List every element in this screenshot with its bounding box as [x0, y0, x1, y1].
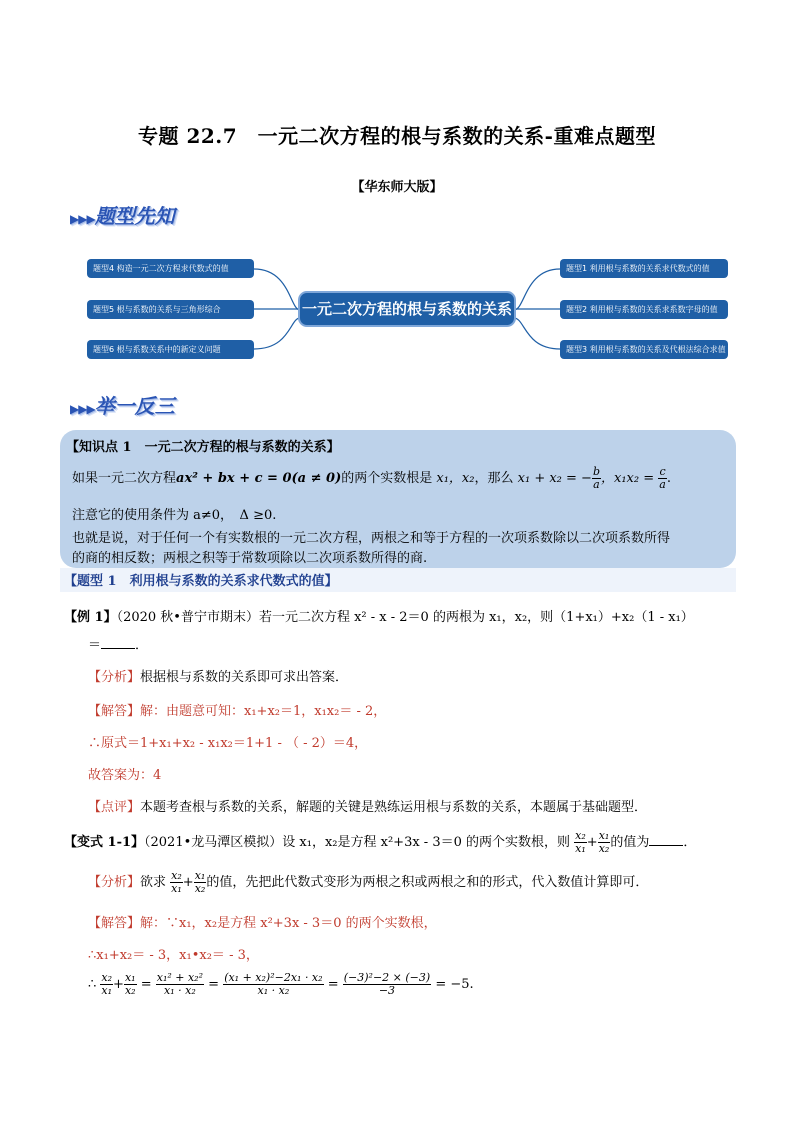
variant11-question: 【变式 1-1】（2021•龙马潭区模拟）设 x₁，x₂是方程 x²+3x - 3＝0 的两个实数根，则 $\frac{\text{x₂}}{\text{x₁}}$ + $\frac{\text{x₁}}{\text{x₂}}$ 的值为 ． — [64, 829, 697, 855]
mindmap-node-type5: 题型5 根与系数的关系与三角形综合 — [87, 300, 254, 319]
knowledge-title: 【知识点 1 一元二次方程的根与系数的关系】 — [66, 440, 340, 455]
period: . — [666, 471, 671, 486]
example1-step2: ∴原式＝1+x₁+x₂ - x₁x₂＝1+1 - （ - 2）＝4， — [88, 736, 368, 751]
banner-text: 举一反三 — [94, 394, 175, 418]
connector-right-1 — [514, 269, 560, 310]
edition-label: 【华东师大版】 — [351, 180, 443, 195]
fraction-x2-over-x1: $\frac{\text{x₂}}{\text{x₁}}$ — [575, 829, 586, 855]
fraction-b-over-a: $\frac{b}{a}$ — [592, 465, 600, 491]
mindmap-node-type2: 题型2 利用根与系数的关系求系数字母的值 — [560, 300, 728, 319]
triple-arrow-icon: ▶▶▶ — [70, 402, 95, 416]
fraction-expanded: $\frac{\text{(x₁ + x₂)²−2x₁ · x₂}}{\text{x₁ · x₂}}$ — [224, 971, 323, 997]
type1-heading: 【题型 1 利用根与系数的关系求代数式的值】 — [64, 574, 338, 589]
banner-text: 题型先知 — [94, 204, 175, 228]
equals: ＝ — [88, 638, 102, 653]
final-result: = −5. — [435, 977, 474, 992]
analysis-text: 根据根与系数的关系即可求出答案． — [140, 670, 349, 685]
text: ，那么 — [474, 471, 514, 486]
fraction-x1-over-x2: $\frac{\text{x₁}}{\text{x₂}}$ — [124, 971, 136, 997]
mindmap-node-type6: 题型6 根与系数关系中的新定义问题 — [87, 340, 254, 359]
banner-practice — [70, 390, 175, 419]
triple-arrow-icon: ▶▶▶ — [70, 212, 95, 226]
analysis-text-end: 的值，先把此代数式变形为两根之积或两根之和的形式，代入数值计算即可． — [206, 875, 649, 890]
solution-tag: 【解答】 — [88, 704, 141, 719]
knowledge-line-2: 注意它的使用条件为 a≠0， Δ ≥0. — [72, 508, 277, 523]
fraction-sum-of-squares: $\frac{\text{x₁² + x₂²}}{\text{x₁ · x₂}}$ — [156, 971, 204, 997]
answer-blank — [101, 648, 135, 649]
source: （2021•龙马潭区模拟） — [144, 835, 283, 850]
example1-comment — [88, 796, 647, 815]
fraction-x1-over-x2: $\frac{\text{x₁}}{\text{x₂}}$ — [598, 829, 610, 855]
analysis-tag: 【分析】 — [88, 670, 141, 685]
knowledge-line-3: 也就是说，对于任何一个有实数根的一元二次方程，两根之和等于方程的一次项系数除以二次项系数所得 — [72, 531, 671, 546]
example-label: 【例 1】 — [64, 610, 117, 625]
mindmap-node-type4: 题型4 构造一元二次方程求代数式的值 — [87, 259, 254, 278]
connector-left-3 — [254, 318, 300, 349]
example1-solution — [88, 700, 386, 719]
fraction-substituted: $\frac{\text{(−3)²−2 × (−3)}}{-3}$ — [343, 971, 431, 997]
variant11-step2: ∴x₁+x₂＝ - 3，x₁•x₂＝ - 3， — [88, 948, 259, 963]
analysis-text: 欲求 — [140, 875, 167, 890]
page-title: 专题 22.7 一元二次方程的根与系数的关系-重难点题型 — [138, 124, 656, 148]
example1-step3: 故答案为：4 — [88, 768, 162, 783]
question-text-end: 的值为 — [610, 835, 650, 850]
fraction-c-over-a: $\frac{c}{a}$ — [659, 465, 666, 491]
connector-right-3 — [514, 318, 560, 349]
connector-left-1 — [254, 269, 300, 310]
fraction-x2-over-x1: $\frac{\text{x₂}}{\text{x₁}}$ — [101, 971, 113, 997]
therefore-symbol: ∴ — [88, 977, 97, 992]
mindmap-center-node: 一元二次方程的根与系数的关系 — [298, 291, 516, 327]
variant11-analysis: 【分析】欲求 $\frac{\text{x₂}}{\text{x₁}}$ + $\frac{\text{x₁}}{\text{x₂}}$ 的值，先把此代数式变形为两根之积或两根之和的形式，代入数值计算即可． — [88, 869, 649, 895]
fraction-x1-over-x2: $\frac{\text{x₁}}{\text{x₂}}$ — [194, 869, 206, 895]
question-text: 设 x₁，x₂是方程 x²+3x - 3＝0 的两个实数根，则 — [282, 835, 571, 850]
product-formula: ，x₁x₂ = — [600, 471, 655, 486]
example1-answer-line: ＝ ． — [88, 638, 149, 653]
variant11-final-computation: ∴ $\frac{\text{x₂}}{\text{x₁}}$ + $\frac{\text{x₁}}{\text{x₂}}$ = $\frac{\text{x₁² + x₂²}}{\text{x₁ · x₂}}$ = $\frac{\text{(x₁ + x₂)²−2x₁ · x₂}}{\text{x₁ · x₂}}$ = $\frac{\text{(−3)²−2 × (−3)}}{-3}$ = −5. — [88, 971, 474, 997]
quadratic-equation: ax² + bx + c = 0(a ≠ 0) — [176, 471, 342, 486]
example1-question — [64, 606, 694, 625]
fraction-x2-over-x1: $\frac{\text{x₂}}{\text{x₁}}$ — [171, 869, 182, 895]
answer-blank — [649, 845, 683, 846]
knowledge-line-4: 的商的相反数；两根之积等于常数项除以二次项系数所得的商. — [72, 551, 428, 566]
solution-text: 解：∵x₁，x₂是方程 x²+3x - 3＝0 的两个实数根， — [140, 916, 437, 931]
mindmap-node-type1: 题型1 利用根与系数的关系求代数式的值 — [560, 259, 728, 278]
text: 的两个实数根是 — [341, 471, 433, 486]
comment-text: 本题考查根与系数的关系，解题的关键是熟练运用根与系数的关系，本题属于基础题型． — [140, 800, 648, 815]
variant-label: 【变式 1-1】 — [64, 835, 145, 850]
analysis-tag: 【分析】 — [88, 875, 141, 890]
question-text: 若一元二次方程 x² - x - 2＝0 的两根为 x₁，x₂，则（1+x₁）+x₂（1 - x₁） — [258, 610, 694, 625]
comment-tag: 【点评】 — [88, 800, 141, 815]
roots: x₁，x₂ — [436, 471, 475, 486]
solution-tag: 【解答】 — [88, 916, 141, 931]
mindmap-node-type3: 题型3 利用根与系数的关系及代根法综合求值 — [560, 340, 728, 359]
text: 如果一元二次方程 — [72, 471, 177, 486]
banner-type-preview — [70, 200, 175, 229]
solution-text: 解：由题意可知：x₁+x₂＝1，x₁x₂＝ - 2， — [140, 704, 387, 719]
variant11-solution — [88, 912, 437, 931]
sum-formula: x₁ + x₂ = − — [517, 471, 592, 486]
source: （2020 秋•普宁市期末） — [116, 610, 259, 625]
knowledge-line-1 — [72, 466, 671, 491]
example1-analysis — [88, 666, 348, 685]
